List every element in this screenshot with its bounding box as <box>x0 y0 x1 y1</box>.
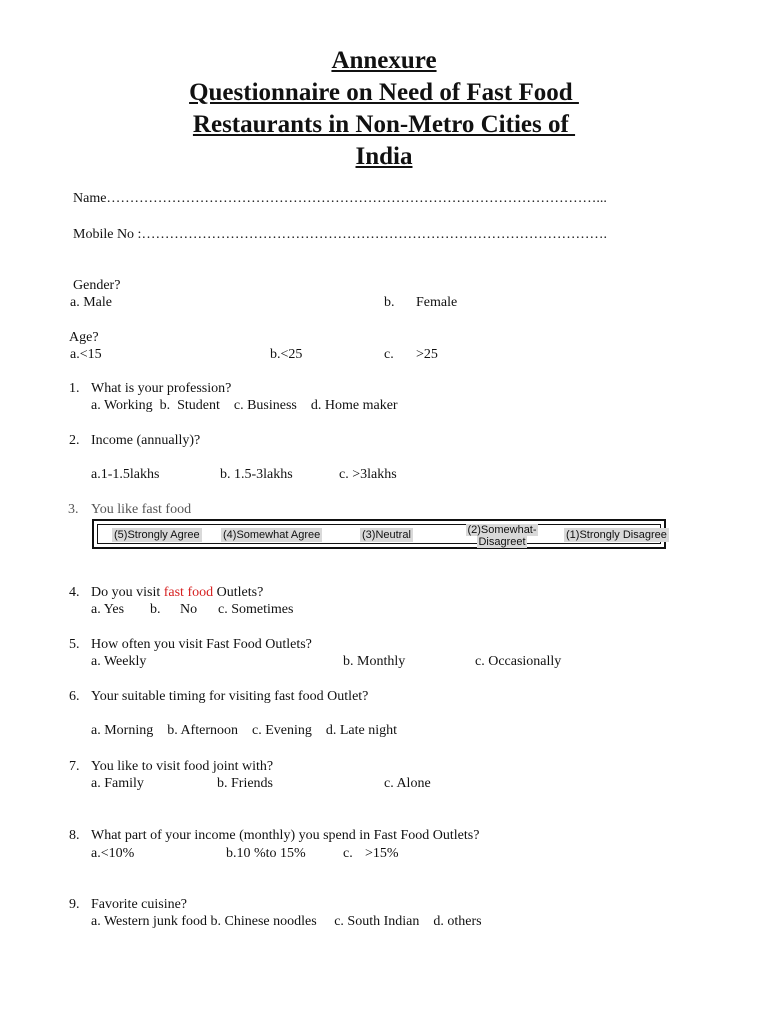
q6-options[interactable]: a. Morning b. Afternoon c. Evening d. Late night <box>91 723 397 738</box>
q5-option-occasionally[interactable]: c. Occasionally <box>475 654 562 669</box>
q8-option-a[interactable]: a.<10% <box>91 846 135 861</box>
q6-question: Your suitable timing for visiting fast food Outlet? <box>91 689 369 704</box>
scale-option-somewhat-disagree[interactable] <box>464 524 540 548</box>
q8-option-c[interactable]: >15% <box>365 846 399 861</box>
age-option-a[interactable]: a.<15 <box>70 347 102 362</box>
age-option-c[interactable]: >25 <box>416 347 438 362</box>
q2-option-b[interactable]: b. 1.5-3lakhs <box>220 467 293 482</box>
age-question: Age? <box>69 330 99 345</box>
q8-number: 8. <box>69 828 80 843</box>
mobile-field[interactable]: Mobile No :………………………………………………………………………………………. <box>73 227 607 242</box>
q4-question-pre: Do you visit <box>91 585 164 600</box>
scale-option-somewhat-disagree-line2: Disagreet <box>478 536 526 548</box>
q4-question <box>91 585 263 601</box>
q8-option-c-letter: c. <box>343 846 353 861</box>
q5-option-monthly[interactable]: b. Monthly <box>343 654 406 669</box>
q5-question: How often you visit Fast Food Outlets? <box>91 637 312 652</box>
q7-number: 7. <box>69 759 80 774</box>
q1-options[interactable]: a. Working b. Student c. Business d. Home maker <box>91 398 398 413</box>
q7-option-friends[interactable]: b. Friends <box>217 776 273 791</box>
title-line-2: Restaurants in Non-Metro Cities of <box>192 111 576 138</box>
q4-question-post: Outlets? <box>213 585 264 600</box>
q5-option-weekly[interactable]: a. Weekly <box>91 654 147 669</box>
q2-number: 2. <box>69 433 80 448</box>
scale-option-somewhat-agree[interactable]: (4)Somewhat Agree <box>223 529 321 541</box>
q1-question: What is your profession? <box>91 381 232 396</box>
q1-number: 1. <box>69 381 80 396</box>
scale-option-neutral[interactable]: (3)Neutral <box>362 529 411 541</box>
q3-question: You like fast food <box>91 502 192 517</box>
q9-question: Favorite cuisine? <box>91 897 188 912</box>
gender-option-b-letter: b. <box>384 295 395 310</box>
scale-option-somewhat-disagree-line1: (2)Somewhat- <box>467 524 537 536</box>
q6-number: 6. <box>69 689 80 704</box>
q2-option-c[interactable]: c. >3lakhs <box>339 467 397 482</box>
q7-question: You like to visit food joint with? <box>91 759 274 774</box>
q3-number: 3. <box>68 502 79 517</box>
title-annexure: Annexure <box>331 47 437 74</box>
gender-question: Gender? <box>73 278 121 293</box>
likert-scale-table <box>92 519 666 549</box>
q2-option-a[interactable]: a.1-1.5lakhs <box>91 467 160 482</box>
q4-option-yes[interactable]: a. Yes <box>91 602 125 617</box>
q9-number: 9. <box>69 897 80 912</box>
scale-option-strongly-agree[interactable]: (5)Strongly Agree <box>114 529 200 541</box>
q4-option-b-letter: b. <box>150 602 161 617</box>
q4-question-highlight: fast food <box>163 585 214 600</box>
q4-option-sometimes[interactable]: c. Sometimes <box>218 602 294 617</box>
age-option-c-letter: c. <box>384 347 394 362</box>
q7-option-family[interactable]: a. Family <box>91 776 144 791</box>
q4-number: 4. <box>69 585 80 600</box>
title-line-3: India <box>355 143 413 170</box>
q8-question: What part of your income (monthly) you spend in Fast Food Outlets? <box>91 828 480 843</box>
q4-option-no[interactable]: No <box>180 602 198 617</box>
name-field[interactable]: Name……………………………………………………………………………………………... <box>73 191 607 206</box>
q2-question: Income (annually)? <box>91 433 201 448</box>
q7-option-alone[interactable]: c. Alone <box>384 776 431 791</box>
q9-options[interactable]: a. Western junk food b. Chinese noodles c. South Indian d. others <box>91 914 482 929</box>
q5-number: 5. <box>69 637 80 652</box>
age-option-b[interactable]: b.<25 <box>270 347 303 362</box>
q8-option-b[interactable]: b.10 %to 15% <box>226 846 306 861</box>
title-line-1: Questionnaire on Need of Fast Food <box>189 79 579 106</box>
gender-option-male[interactable]: a. Male <box>70 295 112 310</box>
scale-option-strongly-disagree[interactable]: (1)Strongly Disagree <box>566 529 667 541</box>
gender-option-female[interactable]: Female <box>416 295 458 310</box>
